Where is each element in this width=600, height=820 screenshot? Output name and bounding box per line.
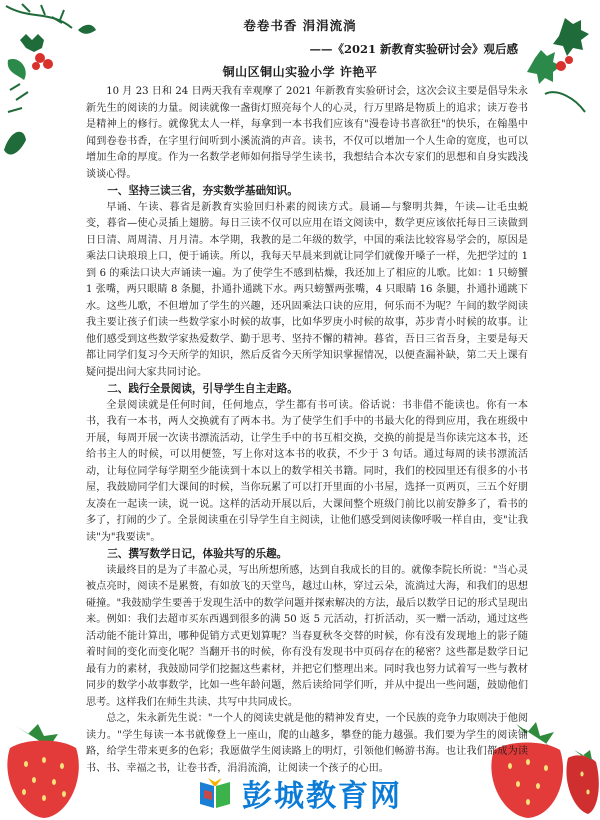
side-leaf-decoration: [0, 120, 30, 180]
article-title: 卷卷书香 涓涓流淌: [243, 18, 357, 33]
paragraph-section-2: 全景阅读就是任何时间，任何地点，学生都有书可读。俗话说：书非借不能读也。你有一本书，我有一本书，两人交换就有了两本书。为了使学生们手中的书最大化的得到应用，我在班级中开展，每周开展一次读书漂流活动，让学生手中的书互相交换，交换的前提是当你读完这本书，还给书主人的时候，可以用便签，写上你对这本书的收获，不少于 3 句话。通过每周的读书漂流活动，让每位同学每学期至少能读到十本以上的数学相关书籍。同时，我们的校园里还有很多的小书屋，我鼓励同学们大课间的时候，当你玩累了可以打开里面的小书屋，选择一页两页，三五个好朋友凑在一起读一读，说一说。这样的活动开展以后，大课间整个班级门前比以前安静多了，看书的多了，打闹的少了。全景阅读重在引导学生自主阅读，让他们感受到阅读像呼吸一样自由，变"让我读"为"我要读"。: [86, 399, 528, 543]
section-heading-2: 二、践行全景阅读，引导学生自主走路。: [107, 383, 298, 395]
paragraph-conclusion: 总之，朱永新先生说："一个人的阅读史就是他的精神发育史，一个民族的竞争力取则决于他阅读力。"学生每读一本书就像登上一座山，爬的山越多，攀登的能力越强。我们要为学生的阅读铺路，给学生带来更多的色彩；我愿做学生阅读路上的明灯，引领他们畅游书海。也让我们都成为读书、书、幸福之书，让卷书香，涓涓流淌，让阅读一个孩子的心田。: [86, 713, 528, 774]
article-body: [86, 84, 528, 777]
paragraph-section-3: 读最终目的是为了丰盈心灵，写出所想所感，达到自我成长的目的。就像李院长所说："当心灵被点亮时，阅读不是累赘，有如放飞的天堂鸟，越过山林，穿过云朵，流淌过大海，和我们的思想碰撞。"我鼓励学生要善于发现生活中的数学问题并探索解决的方法，最后以数学日记的形式呈现出来。例如：我们去超市买东西遇到很多的满 50 返 5 元活动，打折活动，买一赠一活动，通过这些活动能不能计算出，哪种促销方式更划算呢？当春夏秋冬交替的时候，你有没有发现地上的影子随着时间的变化而变化呢？当翻开书的时候，你有没有发现书中页码存在的秘密？这些都是数学日记最有力的素材，我鼓励同学们挖掘这些素材，并把它们整理出来。同时我也努力试着写一些与教材同步的数学小故事数学，比如一些年龄问题，然后读给同学们听，并从中提出一些问题，鼓励他们思考。这样我们在师生共读、共写中共同成长。: [86, 564, 528, 708]
section-heading-1: 一、坚持三读三省，夯实数学基础知识。: [107, 185, 298, 197]
article-subtitle: ——《2021 新教育实验研讨会》观后感: [309, 42, 518, 56]
paragraph-section-1: 早诵、午读、暮省是新教育实验回归朴素的阅读方式。晨诵—与黎明共舞，午读—让毛虫蜕变，暮省—使心灵插上翅膀。每日三读不仅可以应用在语文阅读中，数学更应该依托每日三读做到日日清、周周清、月月清。本学期，我教的是二年级的数学，中国的乘法比较容易学会的，原因是乘法口诀琅琅上口，便于诵读。所以，我每天早晨来到就让同学们就像开嗓子一样，先把学过的 1 到 6 的乘法口诀大声诵读一遍。为了使学生不感到枯燥，我还加上了相应的儿歌。比如：1 只螃蟹 1 张嘴，两只眼睛 8 条腿，扑通扑通跳下水。两只螃蟹两张嘴，4 只眼睛 16 条腿，扑通扑通跳下水。这些儿歌，不但增加了学生的兴趣，还巩固乘法口诀的应用，何乐而不为呢？午间的数学阅读我主要让孩子们读一些数学家小时候的故事，比如华罗庚小时候的故事，苏步青小时候的故事。让他们感受到这些数学家热爱数学、勤于思考、坚持不懈的精神。暮省，吾日三省吾身，主要是每天都让同学们复习今天所学的知识，然后反省今天所学知识掌握情况，以便查漏补缺，第二天上课有疑问提出问大家共同讨论。: [86, 201, 528, 378]
watermark-text: 彭城教育网: [242, 779, 402, 814]
paragraph-intro: 10 月 23 日和 24 日两天我有幸观摩了 2021 年新教育实验研讨会，这次会议主要是倡导朱永新先生的阅读的力量。阅读就像一盏街灯照亮每个人的心灵，行万里路是物质上的追求；读万卷书是精神上的修行。就像犹太人一样，每拿到一本书我们应该有"漫卷诗书喜欲狂"的快乐，在翰墨中闻到卷卷书香，在字里行间听到小溪流淌的声音。读书，不仅可以增加一个人生命的宽度，也可以增加生命的厚度。作为一名数学老师如何指导学生读书，我想结合本次专家们的思想和自身实践浅谈谈心得。: [86, 86, 528, 180]
section-heading-3: 三、撰写数学日记，体验共写的乐趣。: [107, 548, 288, 560]
site-watermark: [198, 772, 428, 814]
article-author: 铜山区铜山实验小学 许艳平: [222, 65, 378, 79]
strawberry-decoration-left: [0, 708, 92, 820]
watermark-logo-icon: [198, 776, 232, 810]
